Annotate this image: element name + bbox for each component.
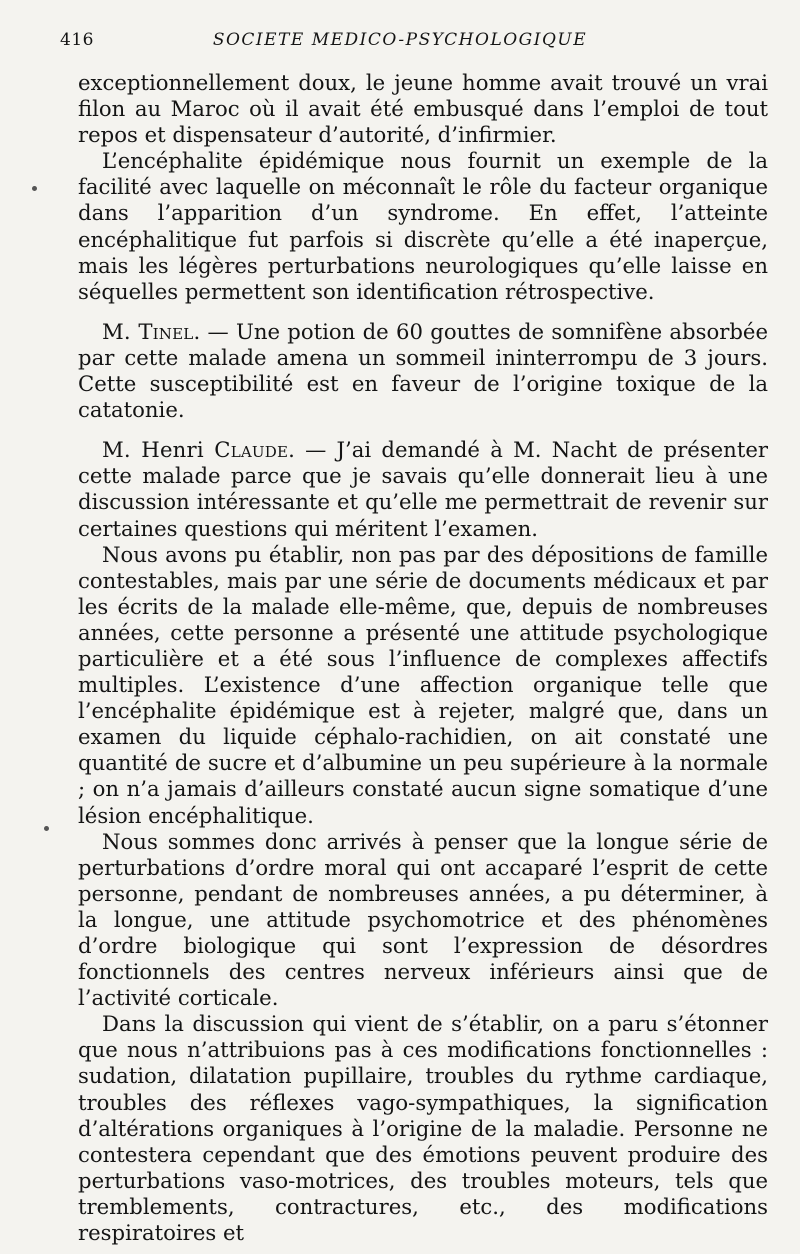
paragraph-evidence [78,542,768,829]
speaker-prefix: M. [102,318,139,344]
page-number: 416 [60,30,94,50]
page-header [60,30,740,58]
paragraph-conclusion [78,829,768,1012]
margin-speck-lower [44,826,49,831]
speaker-name: Claude [214,437,289,463]
paragraph-text: exceptionnellement doux, le jeune homme avait trouvé un vrai filon au Maroc où il avait été embusqué dans l’emploi de tout repos et dispensateur d’autorité, d’infirmier. [78,70,768,148]
paragraph-text: Nous avons pu établir, non pas par des dépositions de famille contestables, mais par une série de documents médicaux et par les écrits de la malade elle-même, que, depuis de nombreuses années, cette personne a présenté une attitude psychologique particulière et a été sous l’influence de complexes affectifs multiples. L’existence d’une affection organique telle que l’encéphalite épidémique est à rejeter, malgré que, dans un examen du liquide céphalo-rachidien, on ait constaté une quantité de sucre et d’albumine un peu supérieure à la normale ; on n’a jamais d’ailleurs constaté aucun signe somatique d’une lésion encéphalitique. [78,541,768,828]
paragraph-text: L’encéphalite épidémique nous fournit un exemple de la facilité avec laquelle on méconnaît le rôle du facteur organique dans l’apparition d’un syndrome. En effet, l’atteinte encéphalitique fut parfois si discrète qu’elle a été inaperçue, mais les légères perturbations neurologiques qu’elle laisse en séquelles permettent son identification rétrospective. [78,148,768,304]
paragraph-continuation [78,70,768,148]
paragraph-text: . — Une potion de 60 gouttes de somnifène absorbée par cette malade amena un sommeil ininterrompu de 3 jours. Cette susceptibilité est en faveur de l’origine toxique de la catatonie. [78,318,768,423]
speaker-name: Tinel [138,318,194,344]
body-text [78,70,768,1246]
speaker-prefix: M. Henri [102,437,215,463]
paragraph-claude [78,437,768,541]
paragraph-text: . — J’ai demandé à M. Nacht de présenter cette malade parce que je savais qu’elle donnerait lieu à une discussion intéressante et qu’elle me permettrait de revenir sur certaines questions qui méritent l’examen. [78,437,768,541]
paragraph-text: Nous sommes donc arrivés à penser que la longue série de perturbations d’ordre moral qui ont accaparé l’esprit de cette personne, pendant de nombreuses années, a pu déterminer, à la longue, une attitude psychomotrice et des phénomènes d’ordre biologique qui sont l’expression de désordres fonctionnels des centres nerveux inférieurs ainsi que de l’activité corticale. [78,828,768,1011]
margin-speck-upper [32,186,37,191]
running-title: SOCIETE MEDICO-PSYCHOLOGIQUE [212,30,588,50]
paragraph-text: Dans la discussion qui vient de s’établir, on a paru s’étonner que nous n’attribuions pas à ces modifications fonctionnelles : sudation, dilatation pupillaire, troubles du rythme cardiaque, troubles des réflexes vago-sympathiques, la signification d’altérations organiques à l’origine de la maladie. Personne ne contestera cependant que des émotions peuvent produire des perturbations vaso-motrices, des troubles moteurs, tels que tremblements, contractures, etc., des modifications respiratoires et [78,1011,768,1246]
paragraph-discussion [78,1011,768,1246]
paragraph-tinel [78,319,768,423]
paragraph-encephalitis [78,148,768,305]
